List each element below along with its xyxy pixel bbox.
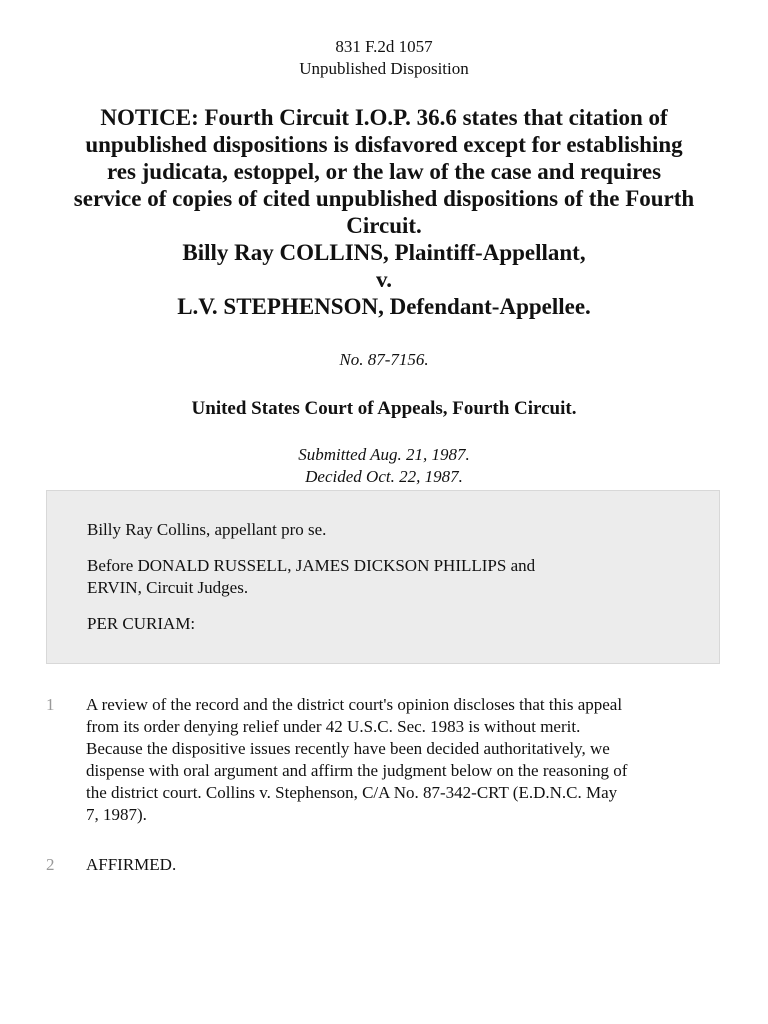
notice-line: unpublished dispositions is disfavored except for establishing [85, 132, 683, 157]
notice-line: service of copies of cited unpublished dispositions of the Fourth [73, 186, 695, 211]
notice-line: res judicata, estoppel, or the law of the case and requires [106, 159, 662, 184]
disposition-type: Unpublished Disposition [299, 59, 469, 78]
paragraph-line: AFFIRMED. [86, 855, 177, 874]
notice-line: Circuit. [346, 213, 422, 238]
paragraph-line: dispense with oral argument and affirm the judgment below on the reasoning of [86, 761, 628, 780]
versus-line: v. [376, 267, 392, 292]
opinion-paragraph-2 [46, 854, 726, 876]
paragraph-line: from its order denying relief under 42 U.S.C. Sec. 1983 is without merit. [86, 717, 581, 736]
case-dates [0, 444, 768, 488]
notice-line: NOTICE: Fourth Circuit I.O.P. 36.6 states that citation of [100, 105, 668, 130]
paragraph-line: A review of the record and the district court's opinion discloses that this appeal [86, 695, 623, 714]
submitted-date: Submitted Aug. 21, 1987. [298, 445, 470, 464]
judges-line-1: Before DONALD RUSSELL, JAMES DICKSON PHILLIPS and [87, 556, 536, 575]
judges-line [87, 555, 679, 599]
opinion-paragraph-1 [46, 694, 726, 826]
paragraph-line: the district court. Collins v. Stephenson, C/A No. 87-342-CRT (E.D.N.C. May [86, 783, 618, 802]
paragraph-line: 7, 1987). [86, 805, 147, 824]
paragraph-text [86, 694, 726, 826]
paragraph-number: 1 [46, 695, 55, 714]
plaintiff-line: Billy Ray COLLINS, Plaintiff-Appellant, [182, 240, 586, 265]
case-caption [44, 104, 724, 320]
counsel-line: Billy Ray Collins, appellant pro se. [87, 520, 327, 539]
court-name: United States Court of Appeals, Fourth Circuit. [191, 398, 577, 419]
decided-date: Decided Oct. 22, 1987. [305, 467, 463, 486]
defendant-line: L.V. STEPHENSON, Defendant-Appellee. [177, 294, 591, 319]
paragraph-number: 2 [46, 855, 55, 874]
counsel-panel [46, 490, 720, 664]
paragraph-line: Because the dispositive issues recently have been decided authoritatively, we [86, 739, 610, 758]
document-header [0, 0, 768, 488]
reporter-citation: 831 F.2d 1057 [335, 37, 433, 56]
paragraph-text [86, 854, 726, 876]
judges-line-2: ERVIN, Circuit Judges. [87, 578, 249, 597]
per-curiam-label: PER CURIAM: [87, 614, 196, 633]
case-number: No. 87-7156. [339, 350, 429, 369]
